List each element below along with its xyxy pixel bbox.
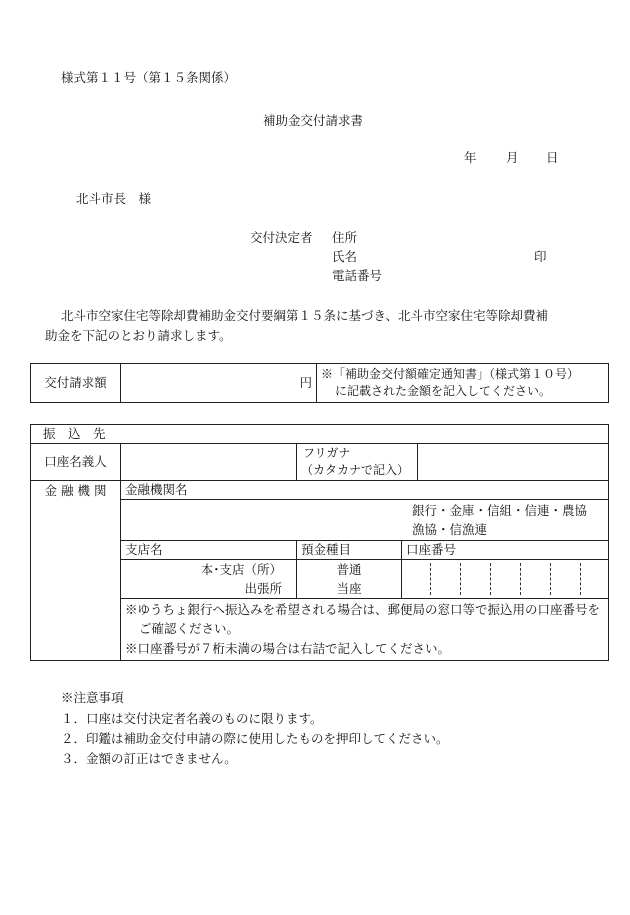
digits-note: ※口座番号が７桁未満の場合は右詰で記入してください。 [121,638,609,661]
account-digit-divider [550,563,551,595]
furigana-label: フリガナ [303,446,351,460]
applicant-label: 交付決定者 [250,230,313,245]
furigana-note: （カタカナで記入） [301,463,410,477]
seal-label: 印 [534,249,547,264]
caution-heading: ※注意事項 [61,690,124,705]
institution-name-field[interactable] [121,500,609,541]
addressee: 北斗市長 様 [76,191,152,206]
transfer-header: 振 込 先 [31,425,609,444]
yucho-note [121,599,609,639]
date-year-label: 年 [464,150,477,165]
form-number: 様式第１１号（第１５条関係） [61,70,237,85]
account-holder-label: 口座名義人 [31,444,121,481]
account-digit-divider [490,563,491,595]
request-amount-field[interactable] [121,364,317,403]
request-note-line1: ※「補助金交付額確定通知書」（様式第１０号） [321,367,580,381]
phone-label: 電話番号 [332,268,383,283]
deposit-type-current: 当座 [336,581,362,596]
account-holder-field[interactable] [121,444,297,481]
account-digit-divider [580,563,581,595]
institution-types-line2: 漁協・信漁連 [412,522,488,537]
caution-item: ３．金額の訂正はできません。 [61,751,237,766]
deposit-type-field[interactable] [297,560,402,599]
request-amount-table [30,363,609,403]
branch-types-line2: 出張所 [244,581,282,596]
account-digit-divider [520,563,521,595]
caution-notes [61,688,124,708]
body-text-line2: 助金を下記のとおり請求します。 [45,328,232,343]
account-number-field[interactable] [402,560,609,599]
request-note-line2: に記載された金額を記入してください。 [335,384,552,398]
branch-types-line1: 本･支店（所） [200,562,282,577]
furigana-field[interactable] [418,444,609,481]
caution-item: ２．印鑑は補助金交付申請の際に使用したものを押印してください。 [61,731,449,746]
furigana-cell [297,444,418,481]
deposit-type-ordinary: 普通 [336,562,362,577]
address-label: 住所 [332,230,358,245]
request-amount-note [317,364,609,403]
institution-name-label: 金融機関名 [121,481,609,500]
transfer-table [30,424,609,661]
account-digit-divider [460,563,461,595]
deposit-type-label: 預金種目 [297,541,402,560]
institution-types-line1: 銀行・金庫・信組・信連・農協 [412,503,588,518]
date-day-label: 日 [546,150,559,165]
branch-label: 支店名 [121,541,297,560]
document-title: 補助金交付請求書 [263,113,364,128]
account-digit-divider [430,563,431,595]
request-amount-label: 交付請求額 [31,364,121,403]
yucho-note-line1: ※ゆうちょ銀行へ振込みを希望される場合は、郵便局の窓口等で振込用の口座番号を [125,602,601,617]
body-text-line1: 北斗市空家住宅等除却費補助金交付要綱第１５条に基づき、北斗市空家住宅等除却費補 [61,308,549,323]
branch-field[interactable] [121,560,297,599]
yucho-note-line2: ご確認ください。 [139,621,240,636]
yen-unit: 円 [299,375,312,390]
caution-item: １．口座は交付決定者名義のものに限ります。 [61,711,323,726]
name-label: 氏名 [332,249,358,264]
caution-list [61,709,449,769]
account-number-label: 口座番号 [402,541,609,560]
financial-institution-label: 金 融 機 関 [31,481,121,661]
date-month-label: 月 [506,150,519,165]
